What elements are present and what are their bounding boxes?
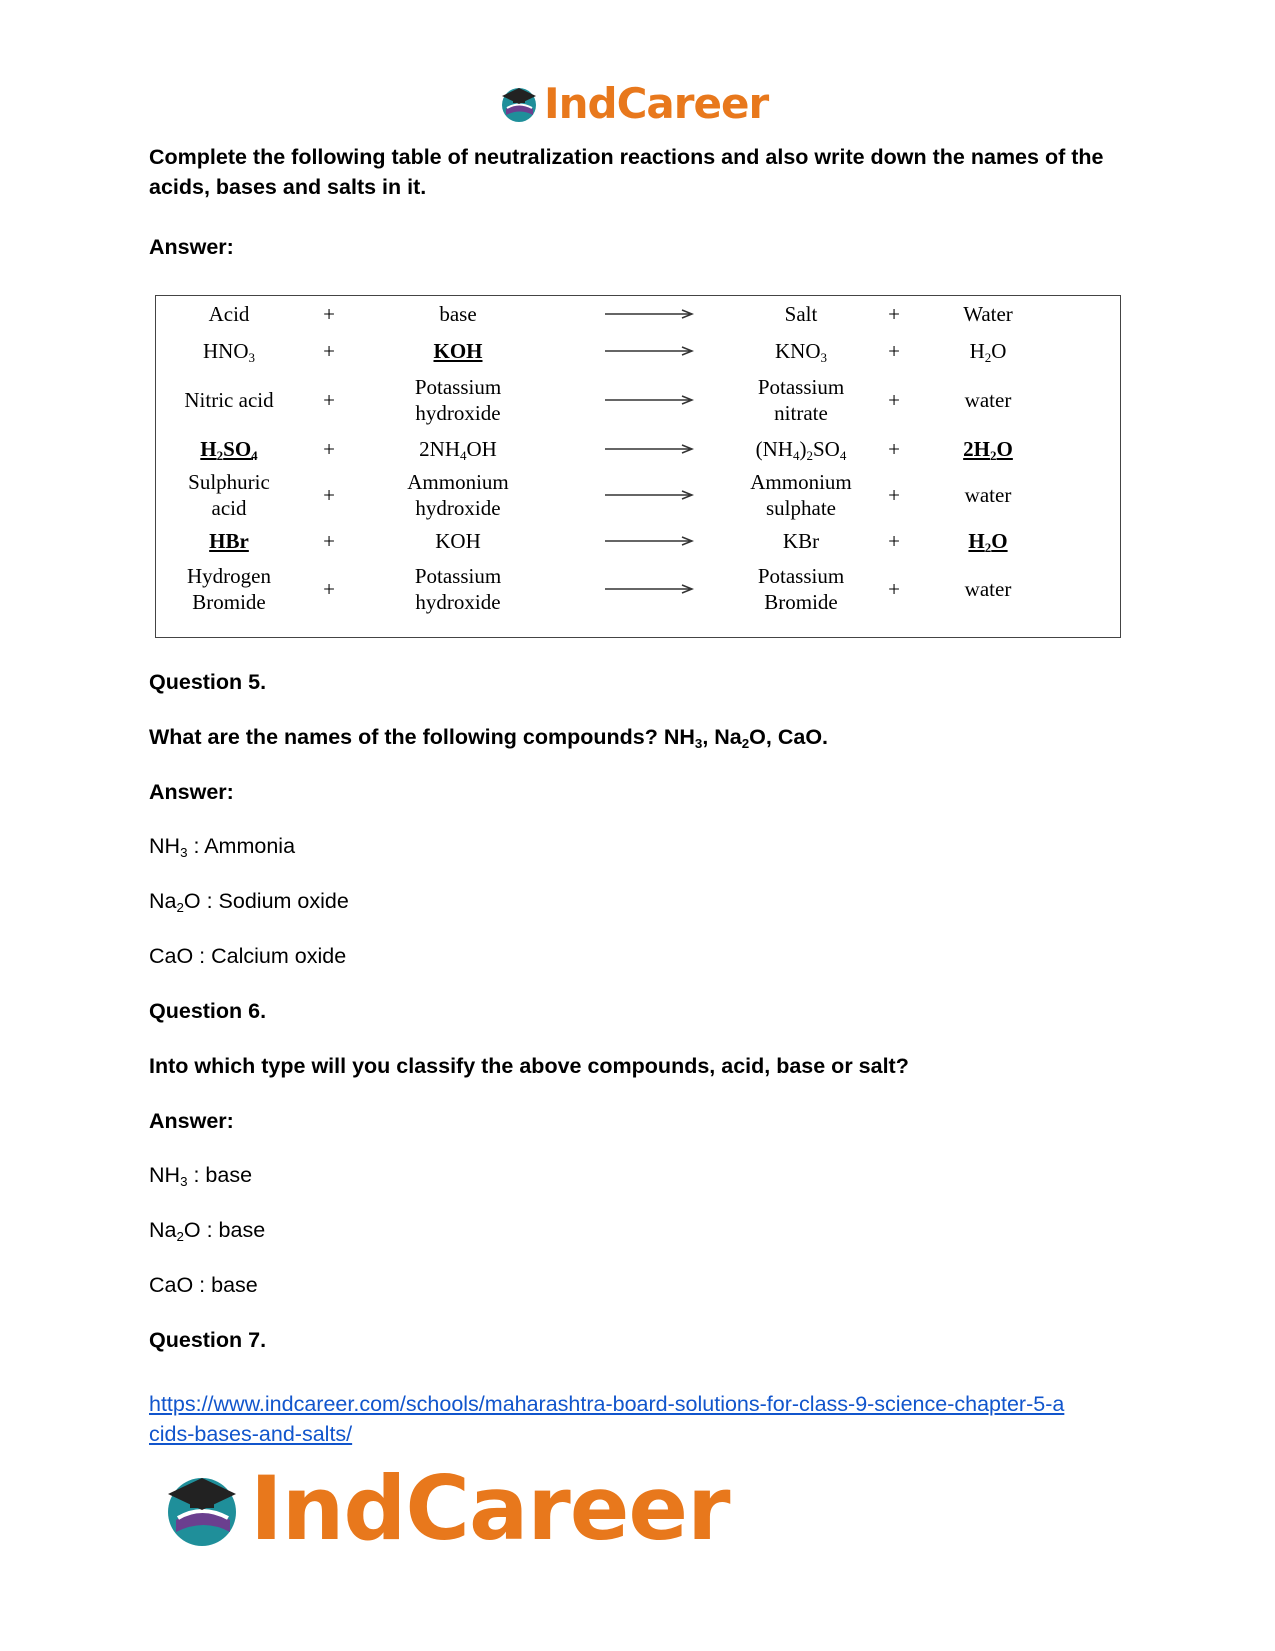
question7-label: Question 7. bbox=[149, 1328, 267, 1352]
table-cell-acid: HBr bbox=[209, 529, 249, 553]
table-cell-water: water bbox=[964, 388, 1012, 412]
question6-answer-1: $NH_3$ : base bbox=[149, 1163, 253, 1189]
table-cell-plus2: + bbox=[888, 529, 900, 553]
arrow-right-icon bbox=[604, 535, 694, 547]
table-cell-salt: $(NH_4)_2SO_4$ bbox=[755, 437, 847, 463]
table-cell-base: KOH bbox=[433, 339, 483, 363]
graduation-globe-icon bbox=[498, 82, 540, 124]
table-cell-acid: Sulphuric acid bbox=[188, 470, 270, 520]
table-cell-plus1: + bbox=[323, 529, 335, 553]
question5-answer-3: CaO : Calcium oxide bbox=[149, 944, 347, 968]
table-cell-plus1: + bbox=[323, 339, 335, 363]
table-cell-acid: $HNO_3$ bbox=[202, 339, 256, 365]
question6-answer-3: CaO : base bbox=[149, 1273, 258, 1297]
table-cell-plus2: + bbox=[888, 388, 900, 412]
table-cell-plus1: + bbox=[323, 577, 335, 601]
question5-label: Question 5. bbox=[149, 670, 267, 694]
table-cell-salt: Potassium Bromide bbox=[757, 564, 845, 614]
chapter-link-line1[interactable]: https://www.indcareer.com/schools/maharashtra-board-solutions-for-class-9-science-chapter-5-a bbox=[149, 1392, 1065, 1416]
chapter-link-line2[interactable]: cids-bases-and-salts/ bbox=[149, 1422, 353, 1446]
table-cell-water: $H_2O$ bbox=[969, 339, 1007, 365]
question6-answer-2: $Na_2O$ : base bbox=[149, 1218, 266, 1244]
arrow-right-icon bbox=[604, 345, 694, 357]
table-cell-water: water bbox=[964, 483, 1012, 507]
table-cell-base: base bbox=[439, 302, 477, 326]
table-cell-water: water bbox=[964, 577, 1012, 601]
logo-wordmark: IndCareer bbox=[544, 78, 769, 128]
table-cell-plus2: + bbox=[888, 577, 900, 601]
logo-wordmark: IndCareer bbox=[250, 1456, 730, 1560]
table-cell-base: Potassium hydroxide bbox=[414, 375, 502, 425]
question6-text: Into which type will you classify the above compounds, acid, base or salt? bbox=[149, 1054, 909, 1078]
table-cell-plus2: + bbox=[888, 483, 900, 507]
table-cell-water: $H_2O$ bbox=[968, 529, 1008, 555]
graduation-globe-icon bbox=[160, 1466, 244, 1550]
table-cell-acid: Acid bbox=[208, 302, 250, 326]
neutralization-table bbox=[155, 295, 1121, 638]
table-cell-base: KOH bbox=[435, 529, 481, 553]
table-cell-base: $2NH_4OH$ bbox=[419, 437, 497, 463]
arrow-right-icon bbox=[604, 308, 694, 320]
table-cell-acid: $H_2SO_4$ bbox=[200, 437, 258, 463]
question5-answer-label: Answer: bbox=[149, 780, 234, 804]
table-cell-plus1: + bbox=[323, 437, 335, 461]
table-cell-salt: Salt bbox=[784, 302, 818, 326]
table-cell-salt: Potassium nitrate bbox=[757, 375, 845, 425]
question6-answer-label: Answer: bbox=[149, 1109, 234, 1133]
question4-text: Complete the following table of neutralization reactions and also write down the names of the acids, bases and salts in it. bbox=[149, 145, 1104, 199]
chapter-link[interactable] bbox=[149, 1389, 1129, 1449]
table-cell-salt: $KNO_3$ bbox=[774, 339, 828, 365]
table-cell-salt: KBr bbox=[782, 529, 820, 553]
table-cell-plus1: + bbox=[323, 483, 335, 507]
table-cell-plus1: + bbox=[323, 302, 335, 326]
question5-answer-1: $NH_3$ : Ammonia bbox=[149, 834, 296, 860]
arrow-right-icon bbox=[604, 489, 694, 501]
question5-answer-2: $Na_2O$ : Sodium oxide bbox=[149, 889, 349, 915]
indcareer-logo-top bbox=[498, 78, 768, 128]
table-cell-base: Potassium hydroxide bbox=[414, 564, 502, 614]
table-cell-plus1: + bbox=[323, 388, 335, 412]
question5-text: What are the names of the following compounds? $NH_3$, $Na_2O$, CaO. bbox=[149, 725, 829, 751]
table-cell-plus2: + bbox=[888, 302, 900, 326]
table-cell-base: Ammonium hydroxide bbox=[407, 470, 509, 520]
table-cell-water: $2H_2O$ bbox=[963, 437, 1013, 463]
table-cell-acid: Nitric acid bbox=[184, 388, 274, 412]
question4-answer-label: Answer: bbox=[149, 235, 234, 259]
table-cell-water: Water bbox=[963, 302, 1013, 326]
arrow-right-icon bbox=[604, 394, 694, 406]
table-cell-plus2: + bbox=[888, 339, 900, 363]
indcareer-logo-bottom bbox=[160, 1456, 730, 1560]
arrow-right-icon bbox=[604, 443, 694, 455]
table-cell-acid: Hydrogen Bromide bbox=[187, 564, 271, 614]
question6-label: Question 6. bbox=[149, 999, 267, 1023]
arrow-right-icon bbox=[604, 583, 694, 595]
table-cell-salt: Ammonium sulphate bbox=[750, 470, 852, 520]
table-cell-plus2: + bbox=[888, 437, 900, 461]
